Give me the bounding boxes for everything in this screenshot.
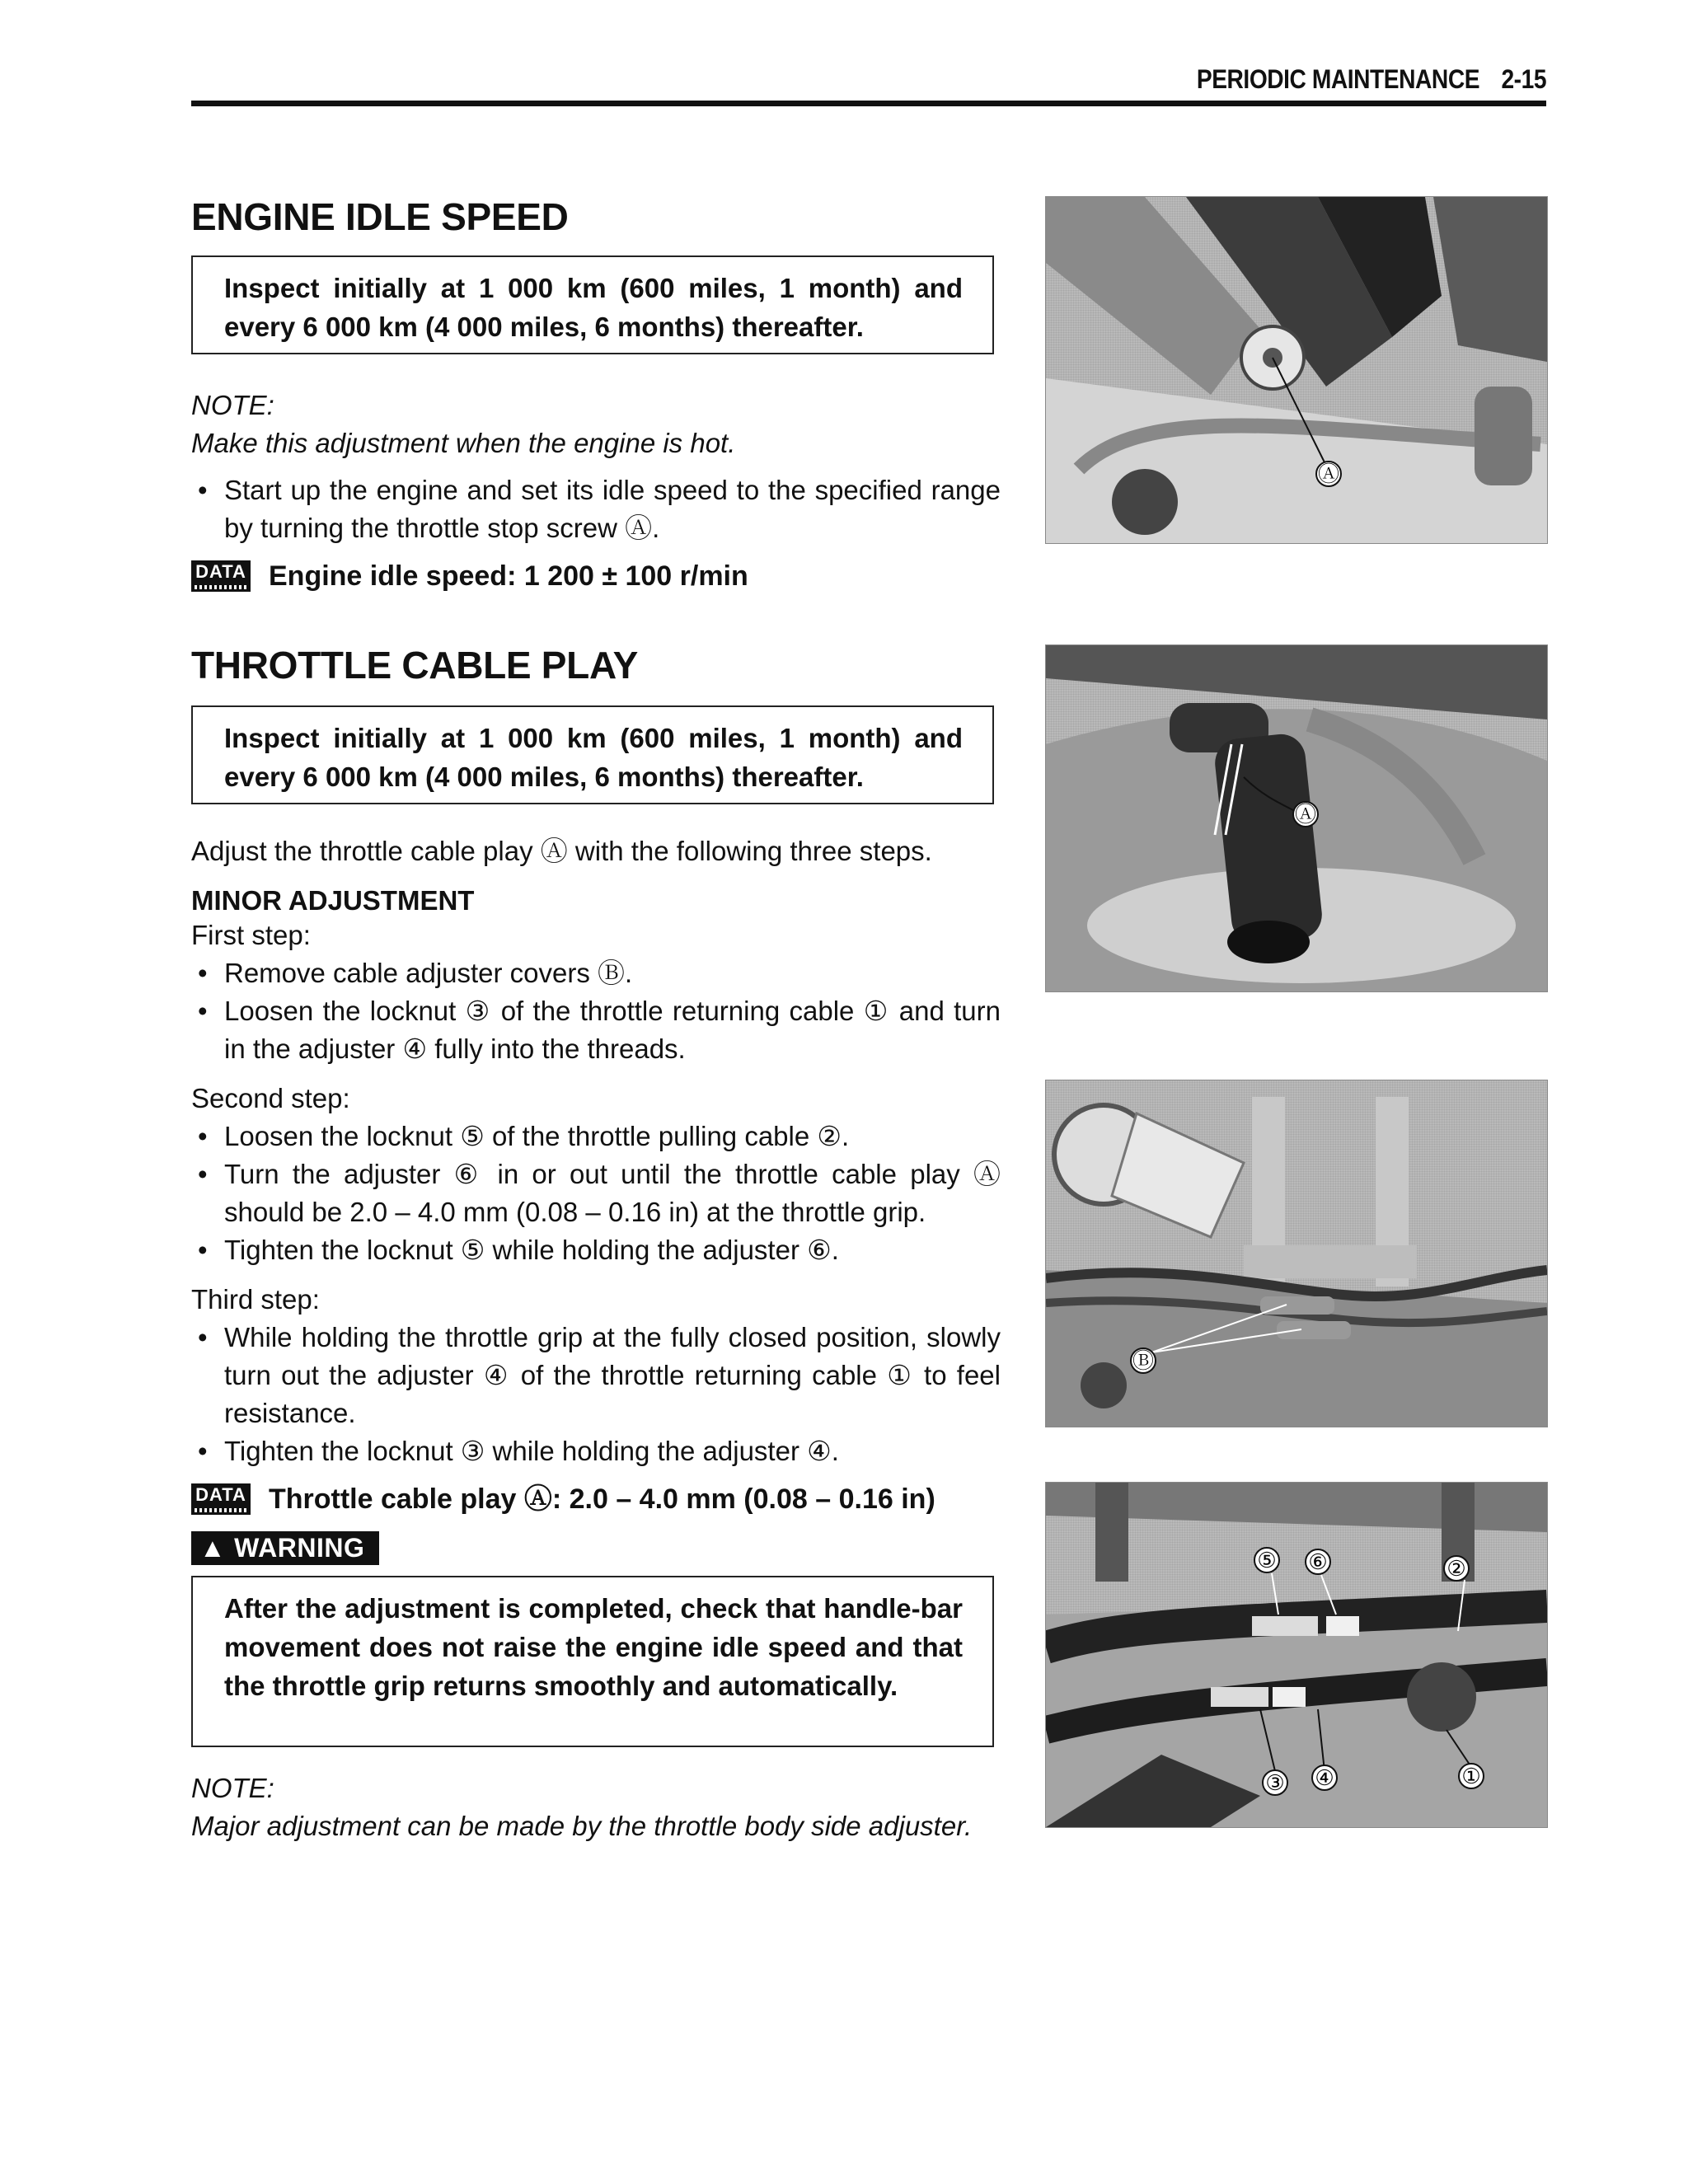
idle-bullet: • Start up the engine and set its idle speed to the specified range by turning the throttle stop screw Ⓐ.	[191, 471, 1001, 547]
list-item: • Loosen the locknut ⑤ of the throttle pulling cable ②.	[191, 1118, 1001, 1155]
photo2-label-a: Ⓐ	[1294, 802, 1317, 827]
idle-data-line	[191, 557, 1001, 595]
step3-label: Third step:	[191, 1284, 320, 1315]
step3-list	[191, 1319, 1001, 1470]
photo4-label-5: ⑤	[1257, 1548, 1277, 1572]
warning-badge	[191, 1531, 379, 1565]
step1-list	[191, 954, 1001, 1068]
photo-throttle-stop-screw	[1045, 196, 1548, 544]
idle-data-spec: Engine idle speed: 1 200 ± 100 r/min	[269, 560, 748, 592]
throttle-data-spec: Throttle cable play Ⓐ: 2.0 – 4.0 mm (0.08 – 0.16 in)	[269, 1483, 935, 1515]
step1-label: First step:	[191, 920, 311, 950]
list-item: • Turn the adjuster ⑥ in or out until the throttle cable play Ⓐ should be 2.0 – 4.0 mm (0.08 – 0.16 in) at the throttle grip.	[191, 1155, 1001, 1231]
warning-box: After the adjustment is completed, check that handle-bar movement does not raise the engine idle speed and that the throttle grip returns smoothly and automatically.	[191, 1576, 994, 1747]
warning-text-label: WARNING	[234, 1533, 365, 1563]
photo-locknuts-adjusters	[1045, 1482, 1548, 1828]
idle-note-label: NOTE:	[191, 390, 274, 420]
photo2-illustration	[1046, 645, 1547, 991]
photo4-illustration	[1046, 1483, 1547, 1827]
photo4-label-6: ⑥	[1308, 1549, 1328, 1574]
minor-adjustment-heading: MINOR ADJUSTMENT	[191, 885, 475, 916]
throttle-note-text: Major adjustment can be made by the throttle body side adjuster.	[191, 1811, 973, 1841]
list-item: • Tighten the locknut ⑤ while holding the adjuster ⑥.	[191, 1231, 1001, 1269]
warning-label	[191, 1531, 379, 1565]
photo4-label-2: ②	[1447, 1556, 1466, 1581]
warning-triangle-icon: ▲	[199, 1533, 227, 1563]
throttle-note-label: NOTE:	[191, 1773, 274, 1803]
idle-section-title: ENGINE IDLE SPEED	[191, 195, 569, 238]
photo3-label-b: Ⓑ	[1132, 1348, 1155, 1373]
photo-throttle-grip	[1045, 644, 1548, 992]
step2-label: Second step:	[191, 1083, 350, 1113]
page-header	[191, 64, 1546, 106]
photo1-label-a: Ⓐ	[1317, 462, 1340, 486]
list-item: • Loosen the locknut ③ of the throttle returning cable ① and turn in the adjuster ④ fully into the threads.	[191, 992, 1001, 1068]
throttle-inspect-box: Inspect initially at 1 000 km (600 miles, 1 month) and every 6 000 km (4 000 miles, 6 months) thereafter.	[191, 705, 994, 804]
photo3-illustration	[1046, 1080, 1547, 1427]
data-icon: DATA	[191, 560, 251, 592]
step2-list	[191, 1118, 1001, 1269]
photo4-label-3: ③	[1265, 1770, 1285, 1795]
idle-inspect-box: Inspect initially at 1 000 km (600 miles, 1 month) and every 6 000 km (4 000 miles, 6 months) thereafter.	[191, 255, 994, 354]
idle-note-text: Make this adjustment when the engine is hot.	[191, 428, 736, 458]
photo1-illustration	[1046, 197, 1547, 543]
photo4-label-1: ①	[1461, 1764, 1481, 1788]
list-item: • Tighten the locknut ③ while holding the adjuster ④.	[191, 1432, 1001, 1470]
list-item: • While holding the throttle grip at the fully closed position, slowly turn out the adjuster ④ of the throttle returning cable ① to feel resistance.	[191, 1319, 1001, 1432]
throttle-section-title: THROTTLE CABLE PLAY	[191, 644, 639, 687]
throttle-data-line	[191, 1480, 1001, 1518]
page-number: 2-15	[1501, 64, 1546, 94]
data-icon: DATA	[191, 1483, 251, 1515]
list-item: • Remove cable adjuster covers Ⓑ.	[191, 954, 1001, 992]
header-text	[1197, 64, 1546, 95]
throttle-intro: Adjust the throttle cable play Ⓐ with the following three steps.	[191, 836, 932, 866]
photo4-label-4: ④	[1315, 1765, 1334, 1790]
section-title: PERIODIC MAINTENANCE	[1196, 64, 1479, 94]
photo-cable-adjuster-covers	[1045, 1080, 1548, 1427]
